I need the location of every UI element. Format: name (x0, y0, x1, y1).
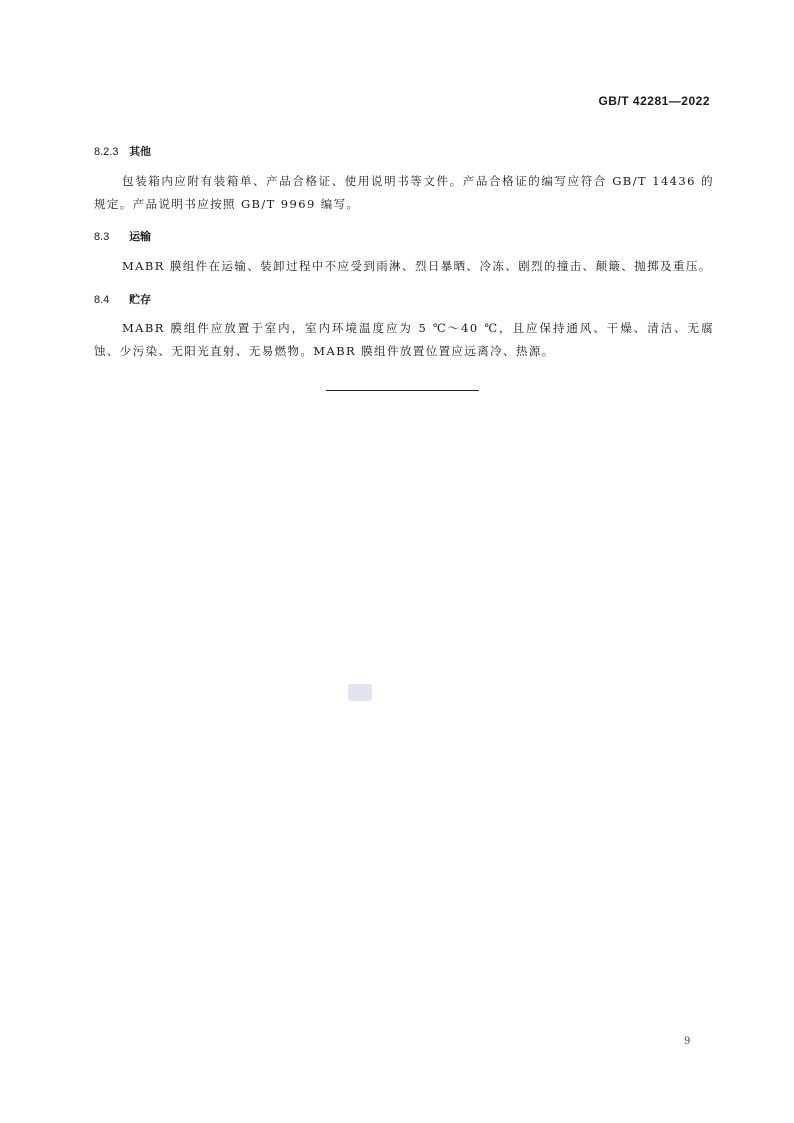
section-heading-8-3 (94, 228, 151, 244)
section-heading-8-2-3 (94, 143, 151, 159)
standard-code: GB/T 42281—2022 (598, 94, 710, 108)
sac-logo-icon (348, 684, 372, 701)
page-number: 9 (684, 1036, 691, 1047)
section-paragraph-8-4: MABR 膜组件应放置于室内，室内环境温度应为 5 ℃～40 ℃，且应保持通风、干燥、清洁、无腐蚀、少污染、无阳光直射、无易燃物。MABR 膜组件放置位置应远离冷、热源。 (94, 321, 714, 358)
section-paragraph-8-3: MABR 膜组件在运输、装卸过程中不应受到雨淋、烈日暴晒、冷冻、剧烈的撞击、颠簸、抛掷及重压。 (122, 259, 712, 273)
section-title: 贮存 (129, 294, 152, 306)
section-heading-8-4 (94, 291, 151, 307)
section-paragraph-8-2-3: 包装箱内应附有装箱单、产品合格证、使用说明书等文件。产品合格证的编写应符合 GB/T 14436 的规定。产品说明书应按照 GB/T 9969 编写。 (94, 174, 714, 211)
section-title: 运输 (129, 231, 152, 243)
section-number: 8.3 (94, 231, 110, 243)
section-number: 8.2.3 (94, 146, 119, 158)
section-number: 8.4 (94, 294, 110, 306)
section-title: 其他 (129, 146, 152, 158)
end-of-text-rule (326, 390, 479, 391)
